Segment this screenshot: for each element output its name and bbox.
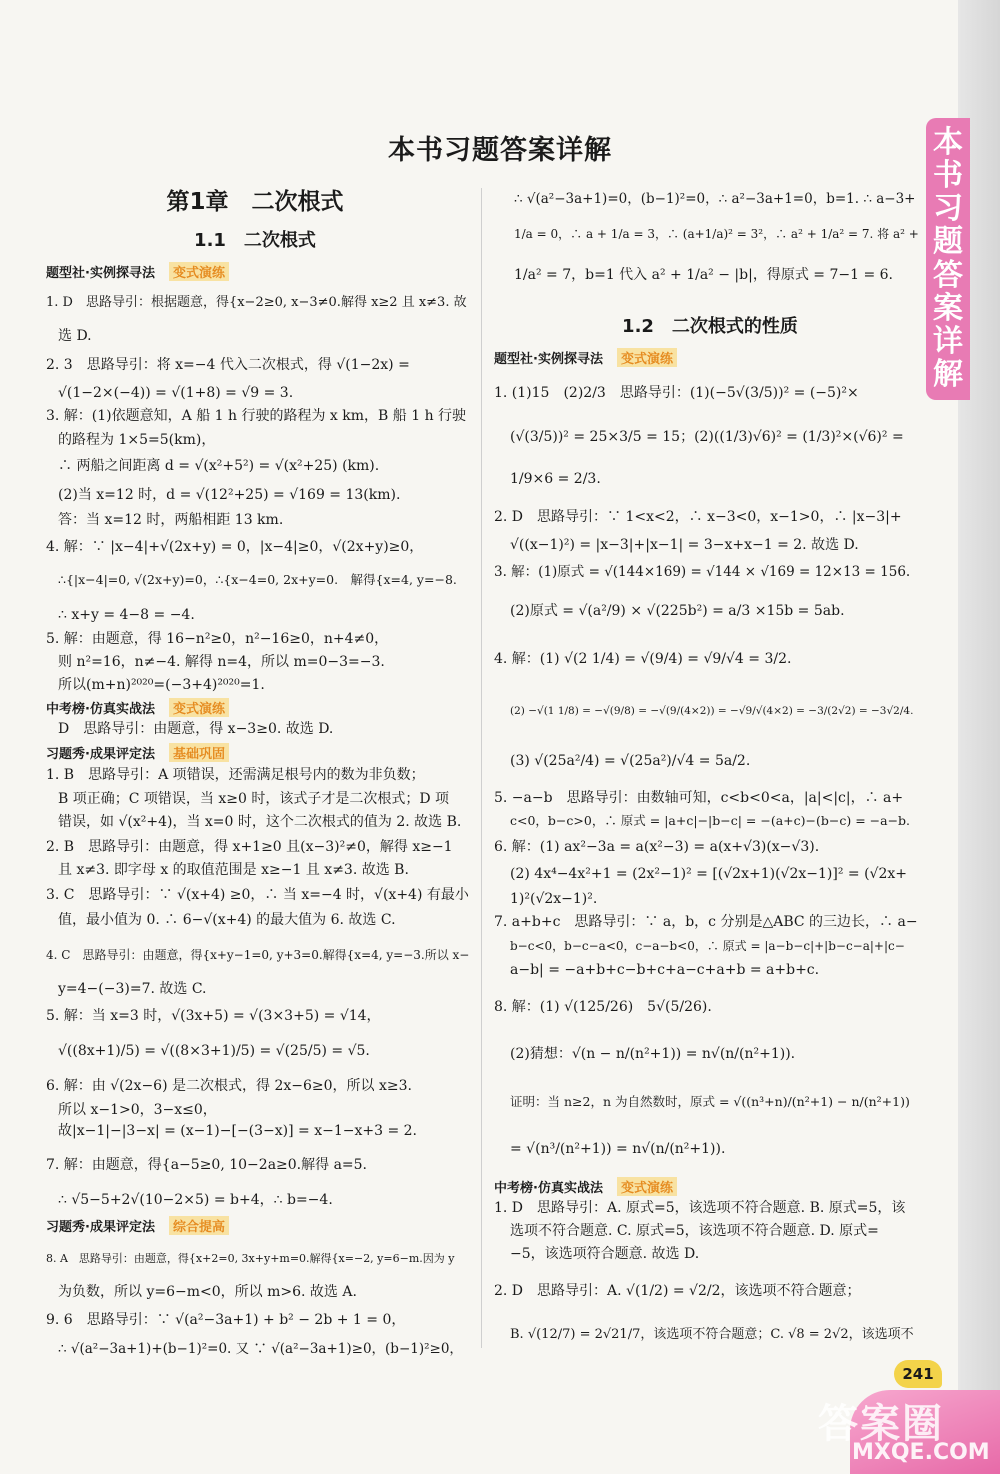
answer-line: 则 n²=16，n≠−4. 解得 n=4，所以 m=0−3=−3. <box>58 654 385 670</box>
subsection-tag: 基础巩固 <box>169 743 229 762</box>
subsection-tag: 变式演练 <box>169 698 229 717</box>
subsection-label: 题型社·实例探寻法 <box>494 352 603 367</box>
answer-line: 5. 解：当 x=3 时，√(3x+5) = √(3×3+5) = √14， <box>46 1008 381 1024</box>
answer-line: 值，最小值为 0. ∴ 6−√(x+4) 的最大值为 6. 故选 C. <box>58 912 396 928</box>
page-number: 241 <box>894 1360 942 1388</box>
subsection-tag: 变式演练 <box>169 262 229 281</box>
subsection-tag: 综合提高 <box>169 1216 229 1235</box>
subsection-label: 习题秀·成果评定法 <box>46 1220 155 1235</box>
answer-line: B 项正确；C 项错误，当 x≥0 时，该式子才是二次根式；D 项 <box>58 791 450 807</box>
answer-line: 故|x−1|−|3−x| = (x−1)−[−(3−x)] = x−1−x+3 = 2. <box>58 1123 418 1139</box>
subsection-heading <box>46 1216 229 1235</box>
answer-line: D 思路导引：由题意，得 x−3≥0. 故选 D. <box>58 721 334 737</box>
answer-line: (3) √(25a²/4) = √(25a²)/√4 = 5a/2. <box>510 753 751 769</box>
answer-line: (2) 4x⁴−4x²+1 = (2x²−1)² = [(√2x+1)(√2x−1)]² = (√2x+ <box>510 866 907 882</box>
answer-line: 3. 解：(1)依题意知，A 船 1 h 行驶的路程为 x km，B 船 1 h 行驶 <box>46 408 467 424</box>
answer-line: 7. a+b+c 思路导引：∵ a，b，c 分别是△ABC 的三边长，∴ a− <box>494 914 918 930</box>
answer-line: 2. D 思路导引：∵ 1<x<2，∴ x−3<0，x−1>0，∴ |x−3|+ <box>494 509 902 525</box>
side-tab-char: 本 <box>933 124 963 160</box>
answer-line: 6. 解：由 √(2x−6) 是二次根式，得 2x−6≥0，所以 x≥3. <box>46 1078 412 1094</box>
subsection-heading <box>46 698 229 717</box>
answer-line: √((x−1)²) = |x−3|+|x−1| = 3−x+x−1 = 2. 故选 D. <box>510 537 859 553</box>
section-title-1-1: 1.1 二次根式 <box>194 230 316 251</box>
subsection-label: 中考榜·仿真实战法 <box>494 1181 603 1196</box>
answer-line: (2)原式 = √(a²/9) × √(225b²) = a/3 ×15b = 5ab. <box>510 603 845 619</box>
answer-line: 3. 解：(1)原式 = √(144×169) = √144 × √169 = 12×13 = 156. <box>494 564 911 580</box>
subsection-label: 中考榜·仿真实战法 <box>46 702 155 717</box>
answer-line: a−b| = −a+b+c−b+c+a−c+a+b = a+b+c. <box>510 962 820 978</box>
answer-line: ∴ 两船之间距离 d = √(x²+5²) = √(x²+25) (km). <box>58 458 380 474</box>
side-tab-char: 答 <box>933 257 963 293</box>
answer-line: B. √(12/7) = 2√21/7，该选项不符合题意；C. √8 = 2√2，该选项不 <box>510 1327 914 1342</box>
answer-line: 5. −a−b 思路导引：由数轴可知，c<b<0<a，|a|<|c|，∴ a+ <box>494 790 904 806</box>
answer-line: 为负数，所以 y=6−m<0，所以 m>6. 故选 A. <box>58 1284 357 1300</box>
answer-line: 8. A 思路导引：由题意，得{x+2=0, 3x+y+m=0.解得{x=−2, y=6−m.因为 y <box>46 1252 455 1265</box>
answer-line: 1. D 思路导引：A. 原式=5，该选项不符合题意. B. 原式=5，该 <box>494 1200 906 1216</box>
page-title: 本书习题答案详解 <box>388 135 612 166</box>
answer-line: ∴ x+y = 4−8 = −4. <box>58 607 195 623</box>
answer-line: = √(n³/(n²+1)) = n√(n/(n²+1)). <box>510 1141 726 1157</box>
answer-line: 7. 解：由题意，得{a−5≥0, 10−2a≥0.解得 a=5. <box>46 1157 368 1173</box>
column-divider <box>481 188 482 1348</box>
answer-line: 2. 3 思路导引：将 x=−4 代入二次根式，得 √(1−2x) = <box>46 357 410 373</box>
side-tab-char: 详 <box>933 324 963 360</box>
answer-line: 2. D 思路导引：A. √(1/2) = √2/2，该选项不符合题意； <box>494 1283 861 1299</box>
answer-line: 1. D 思路导引：根据题意，得{x−2≥0, x−3≠0.解得 x≥2 且 x≠3. 故 <box>46 295 467 310</box>
section-title-1-2: 1.2 二次根式的性质 <box>622 316 798 337</box>
answer-line: 选 D. <box>58 328 92 344</box>
side-tab-char: 案 <box>933 290 963 326</box>
answer-line: y=4−(−3)=7. 故选 C. <box>58 981 207 997</box>
answer-line: (2)猜想：√(n − n/(n²+1)) = n√(n/(n²+1)). <box>510 1046 796 1062</box>
answer-line: 错误，如 √(x²+4)，当 x=0 时，这个二次根式的值为 2. 故选 B. <box>58 814 462 830</box>
answer-line: 4. C 思路导引：由题意，得{x+y−1=0, y+3=0.解得{x=4, y=−3.所以 x− <box>46 948 470 962</box>
subsection-heading <box>46 743 229 762</box>
answer-line: √(1−2×(−4)) = √(1+8) = √9 = 3. <box>58 385 294 401</box>
answer-line: 证明：当 n≥2，n 为自然数时，原式 = √((n³+n)/(n²+1) − n/(n²+1)) <box>510 1094 910 1109</box>
answer-line: 1. B 思路导引：A 项错误，还需满足根号内的数为非负数； <box>46 767 425 783</box>
side-tab-char: 书 <box>933 157 963 193</box>
answer-line: 6. 解：(1) ax²−3a = a(x²−3) = a(x+√3)(x−√3). <box>494 839 820 855</box>
subsection-tag: 变式演练 <box>617 348 677 367</box>
answer-line: 1. (1)15 (2)2/3 思路导引：(1)(−5√(3/5))² = (−5)²× <box>494 385 859 401</box>
watermark-url: MXQE.COM <box>852 1440 990 1465</box>
watermark-logo: 答案圈 <box>818 1401 944 1447</box>
subsection-label: 题型社·实例探寻法 <box>46 266 155 281</box>
answer-line: (2) −√(1 1/8) = −√(9/8) = −√(9/(4×2)) = −√9/√(4×2) = −3/(2√2) = −3√2/4. <box>510 705 914 717</box>
answer-line: 3. C 思路导引：∵ √(x+4) ≥0，∴ 当 x=−4 时，√(x+4) 有最小 <box>46 887 469 903</box>
side-tab-char: 习 <box>933 191 963 227</box>
answer-line: 2. B 思路导引：由题意，得 x+1≥0 且(x−3)²≠0，解得 x≥−1 <box>46 839 453 855</box>
answer-line: (√(3/5))² = 25×3/5 = 15；(2)((1/3)√6)² = (1/3)²×(√6)² = <box>510 429 904 445</box>
answer-line: 且 x≠3. 即字母 x 的取值范围是 x≥−1 且 x≠3. 故选 B. <box>58 862 409 878</box>
answer-line: c<0，b−c>0，∴ 原式 = |a+c|−|b−c| = −(a+c)−(b−c) = −a−b. <box>510 813 911 828</box>
answer-line: √((8x+1)/5) = √((8×3+1)/5) = √(25/5) = √5. <box>58 1043 370 1059</box>
answer-line: 4. 解：∵ |x−4|+√(2x+y) = 0，|x−4|≥0，√(2x+y)≥0， <box>46 539 424 555</box>
answer-line: 的路程为 1×5=5(km)， <box>58 432 216 448</box>
answer-line: 9. 6 思路导引：∵ √(a²−3a+1) + b² − 2b + 1 = 0， <box>46 1312 406 1328</box>
answer-line: (2)当 x=12 时，d = √(12²+25) = √169 = 13(km). <box>58 487 401 503</box>
answer-line: 所以 x−1>0，3−x≤0， <box>58 1102 217 1118</box>
answer-line: 8. 解：(1) √(125/26) 5√(5/26). <box>494 999 712 1015</box>
answer-line: ∴ √5−5+2√(10−2×5) = b+4，∴ b=−4. <box>58 1192 333 1208</box>
side-tab-char: 解 <box>933 357 963 393</box>
side-tab-char: 题 <box>933 224 963 260</box>
answer-line: 1/a² = 7，b=1 代入 a² + 1/a² − |b|，得原式 = 7−1 = 6. <box>514 267 893 283</box>
subsection-heading <box>494 348 677 367</box>
answer-line: ∴ √(a²−3a+1)=0，(b−1)²=0，∴ a²−3a+1=0，b=1. ∴ a−3+ <box>514 191 916 207</box>
answer-line: 1)²(√2x−1)². <box>510 891 598 907</box>
chapter-title: 第1章 二次根式 <box>166 189 344 215</box>
answer-line: 1/a = 0，∴ a + 1/a = 3，∴ (a+1/a)² = 3²，∴ a² + 1/a² = 7. 将 a² + <box>514 227 919 241</box>
answer-line: 答：当 x=12 时，两船相距 13 km. <box>58 512 284 528</box>
answer-line: 选项不符合题意. C. 原式=5，该选项不符合题意. D. 原式= <box>510 1223 879 1239</box>
answer-line: b−c<0，b−c−a<0，c−a−b<0，∴ 原式 = |a−b−c|+|b−c−a|+|c− <box>510 939 905 953</box>
answer-line: 1/9×6 = 2/3. <box>510 471 601 487</box>
answer-line: ∴ √(a²−3a+1)+(b−1)²=0. 又 ∵ √(a²−3a+1)≥0，(b−1)²≥0， <box>58 1341 463 1357</box>
subsection-tag: 变式演练 <box>617 1177 677 1196</box>
answer-line: 4. 解：(1) √(2 1/4) = √(9/4) = √9/√4 = 3/2. <box>494 651 792 667</box>
subsection-heading <box>46 262 229 281</box>
answer-line: ∴{|x−4|=0, √(2x+y)=0，∴{x−4=0, 2x+y=0. 解得{x=4, y=−8. <box>58 572 457 587</box>
subsection-label: 习题秀·成果评定法 <box>46 747 155 762</box>
subsection-heading <box>494 1177 677 1196</box>
answer-line: 5. 解：由题意，得 16−n²≥0，n²−16≥0，n+4≠0， <box>46 631 389 647</box>
answer-line: 所以(m+n)²⁰²⁰=(−3+4)²⁰²⁰=1. <box>58 677 265 693</box>
answer-line: −5，该选项符合题意. 故选 D. <box>510 1246 700 1262</box>
